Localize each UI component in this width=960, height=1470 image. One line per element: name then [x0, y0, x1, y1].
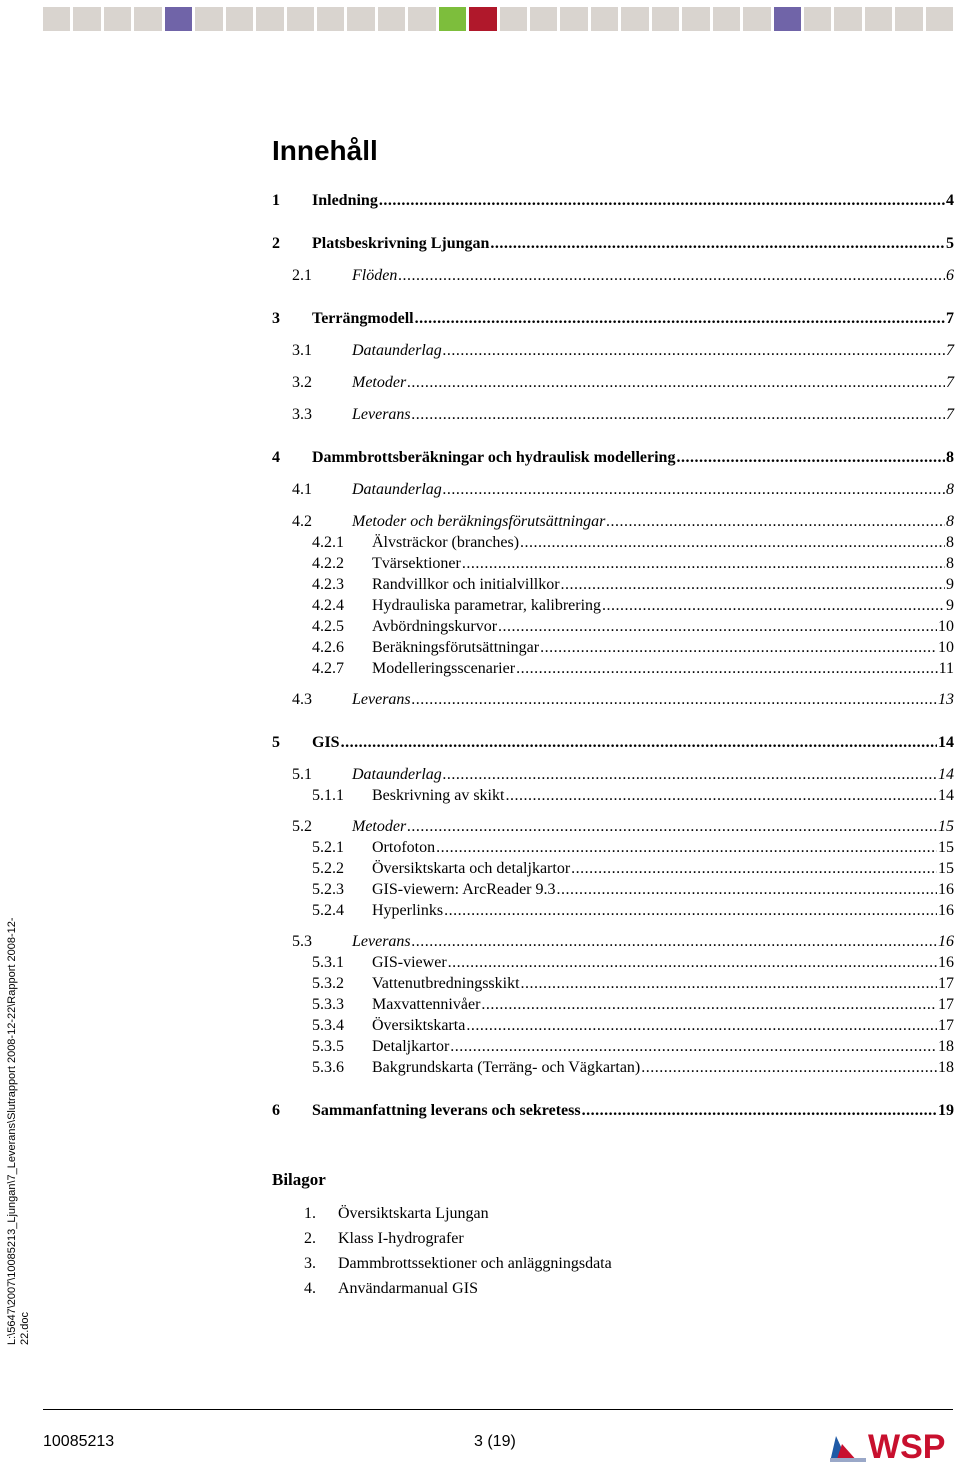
toc-title: GIS-viewern: ArcReader 9.3	[372, 881, 556, 898]
header-color-square	[621, 7, 648, 31]
toc-number: 5.3.5	[312, 1038, 344, 1055]
toc-title: Flöden	[352, 267, 398, 284]
toc-title: Dataunderlag	[352, 342, 442, 359]
header-color-square	[530, 7, 557, 31]
footer-divider	[43, 1409, 953, 1410]
toc-number: 3.3	[292, 406, 312, 423]
bilaga-item	[304, 1201, 612, 1226]
bilaga-number: 3.	[304, 1255, 316, 1272]
bilaga-item	[304, 1226, 612, 1251]
toc-leader	[412, 404, 945, 426]
bilagor-heading: Bilagor	[272, 1170, 326, 1189]
toc-title: Maxvattennivåer	[372, 996, 481, 1013]
toc-entry[interactable]	[272, 973, 954, 995]
toc-leader	[606, 511, 945, 533]
toc-number: 4.2.6	[312, 639, 344, 656]
toc-title: Leverans	[352, 933, 411, 950]
toc-leader	[641, 1057, 937, 1079]
toc-page-number: 13	[938, 691, 954, 708]
bilaga-number: 2.	[304, 1230, 316, 1247]
toc-entry[interactable]	[272, 616, 954, 638]
toc-page-number: 11	[938, 660, 954, 677]
toc-title: Vattenutbredningsskikt	[372, 975, 520, 992]
toc-page-number: 14	[938, 734, 954, 751]
toc-page-number: 14	[938, 787, 954, 804]
header-color-square	[469, 7, 496, 31]
toc-number: 5.3.3	[312, 996, 344, 1013]
toc-entry[interactable]	[272, 689, 954, 711]
header-color-square	[865, 7, 892, 31]
header-color-square	[226, 7, 253, 31]
toc-title: Metoder	[352, 818, 407, 835]
toc-number: 4	[272, 449, 280, 466]
header-color-square	[317, 7, 344, 31]
toc-leader	[676, 447, 945, 469]
toc-page-number: 16	[938, 933, 954, 950]
toc-page-number: 18	[938, 1038, 954, 1055]
toc-number: 5.2.1	[312, 839, 344, 856]
document-number: 10085213	[43, 1433, 115, 1450]
bilaga-title: Dammbrottssektioner och anläggningsdata	[338, 1255, 612, 1272]
toc-leader	[582, 1100, 937, 1122]
file-path-sidebar: L:\5647\2007\10085213_Ljungan\7_Leverans\Slutrapport 2008-12-22\Rapport 2008-12-22.doc	[6, 917, 31, 1345]
toc-entry[interactable]	[272, 233, 954, 255]
toc-leader	[407, 372, 945, 394]
toc-number: 4.2.4	[312, 597, 344, 614]
toc-entry[interactable]	[272, 637, 954, 659]
toc-number: 5	[272, 734, 280, 751]
toc-leader	[557, 879, 938, 901]
toc-leader	[444, 900, 937, 922]
header-color-square	[43, 7, 70, 31]
toc-leader	[540, 637, 937, 659]
toc-page-number: 4	[946, 192, 954, 209]
wsp-logo	[828, 1422, 956, 1464]
toc-entry[interactable]	[272, 764, 954, 786]
toc-number: 4.2.2	[312, 555, 344, 572]
header-color-square	[165, 7, 192, 31]
toc-leader	[561, 574, 945, 596]
toc-number: 5.3.1	[312, 954, 344, 971]
toc-leader	[520, 532, 945, 554]
toc-leader	[412, 931, 937, 953]
toc-page-number: 15	[938, 860, 954, 877]
toc-leader	[521, 973, 937, 995]
toc-number: 5.3	[292, 933, 312, 950]
toc-page-number: 10	[938, 639, 954, 656]
header-color-square	[134, 7, 161, 31]
toc-number: 5.2.4	[312, 902, 344, 919]
toc-page-number: 16	[938, 954, 954, 971]
header-color-square	[652, 7, 679, 31]
toc-page-number: 17	[938, 975, 954, 992]
toc-leader	[436, 837, 937, 859]
bilagor-list	[304, 1201, 612, 1301]
toc-leader	[571, 858, 937, 880]
toc-title: Dammbrottsberäkningar och hydraulisk modellering	[312, 449, 676, 466]
toc-leader	[379, 190, 945, 212]
header-color-square	[804, 7, 831, 31]
toc-number: 4.2.3	[312, 576, 344, 593]
toc-number: 3.2	[292, 374, 312, 391]
toc-title: Ortofoton	[372, 839, 436, 856]
bilaga-item	[304, 1276, 612, 1301]
toc-page-number: 9	[946, 576, 954, 593]
toc-entry[interactable]	[272, 837, 954, 859]
toc-title: Leverans	[352, 406, 411, 423]
toc-entry[interactable]	[272, 1100, 954, 1122]
toc-entry[interactable]	[272, 372, 954, 394]
toc-page-number: 18	[938, 1059, 954, 1076]
header-color-square	[743, 7, 770, 31]
toc-page-number: 15	[938, 839, 954, 856]
toc-entry[interactable]	[272, 265, 954, 287]
toc-entry[interactable]	[272, 190, 954, 212]
toc-leader	[443, 479, 945, 501]
toc-entry[interactable]	[272, 308, 954, 330]
toc-page-number: 16	[938, 902, 954, 919]
toc-entry[interactable]	[272, 858, 954, 880]
toc-entry[interactable]	[272, 732, 954, 754]
toc-title: Inledning	[312, 192, 378, 209]
page-number: 3 (19)	[474, 1433, 516, 1450]
toc-title: Terrängmodell	[312, 310, 414, 327]
toc-number: 5.2	[292, 818, 312, 835]
toc-number: 3.1	[292, 342, 312, 359]
toc-title: Hyperlinks	[372, 902, 444, 919]
toc-title: Hydrauliska parametrar, kalibrering	[372, 597, 602, 614]
toc-entry[interactable]	[272, 900, 954, 922]
toc-page-number: 8	[946, 534, 954, 551]
header-color-square	[347, 7, 374, 31]
toc-leader	[443, 764, 937, 786]
toc-number: 4.2.5	[312, 618, 344, 635]
bilaga-number: 4.	[304, 1280, 316, 1297]
toc-leader	[462, 553, 945, 575]
toc-page-number: 8	[946, 513, 954, 530]
toc-number: 2.1	[292, 267, 312, 284]
toc-page-number: 6	[946, 267, 954, 284]
toc-number: 6	[272, 1102, 280, 1119]
toc-title: Bakgrundskarta (Terräng- och Vägkartan)	[372, 1059, 641, 1076]
toc-page-number: 17	[938, 996, 954, 1013]
toc-page-number: 10	[938, 618, 954, 635]
toc-entry[interactable]	[272, 340, 954, 362]
toc-page-number: 9	[946, 597, 954, 614]
toc-title: Avbördningskurvor	[372, 618, 498, 635]
toc-page-number: 8	[946, 555, 954, 572]
toc-title: Översiktskarta	[372, 1017, 466, 1034]
toc-title: GIS	[312, 734, 340, 751]
header-color-square	[682, 7, 709, 31]
toc-number: 5.3.4	[312, 1017, 344, 1034]
toc-title: Tvärsektioner	[372, 555, 461, 572]
bilaga-item	[304, 1251, 612, 1276]
header-color-square	[713, 7, 740, 31]
toc-leader	[450, 1036, 937, 1058]
header-color-square	[195, 7, 222, 31]
toc-title: Leverans	[352, 691, 411, 708]
toc-title: Beskrivning av skikt	[372, 787, 505, 804]
toc-entry[interactable]	[272, 532, 954, 554]
bilaga-title: Användarmanual GIS	[338, 1280, 478, 1297]
toc-number: 5.3.2	[312, 975, 344, 992]
header-color-square	[895, 7, 922, 31]
toc-page-number: 8	[946, 481, 954, 498]
toc-title: Översiktskarta och detaljkartor	[372, 860, 571, 877]
header-color-bar	[43, 7, 953, 31]
toc-entry[interactable]	[272, 658, 954, 680]
toc-title: Metoder	[352, 374, 407, 391]
logo-text: WSP	[868, 1428, 946, 1464]
toc-title: Älvsträckor (branches)	[372, 534, 520, 551]
toc-title: Detaljkartor	[372, 1038, 450, 1055]
toc-number: 4.2.1	[312, 534, 344, 551]
toc-entry[interactable]	[272, 952, 954, 974]
header-color-square	[439, 7, 466, 31]
toc-entry[interactable]	[272, 479, 954, 501]
bilaga-title: Översiktskarta Ljungan	[338, 1205, 489, 1222]
header-color-square	[500, 7, 527, 31]
header-color-square	[926, 7, 953, 31]
toc-entry[interactable]	[272, 553, 954, 575]
toc-page-number: 7	[946, 374, 954, 391]
toc-number: 4.1	[292, 481, 312, 498]
toc-page-number: 8	[946, 449, 954, 466]
toc-number: 3	[272, 310, 280, 327]
toc-entry[interactable]	[272, 447, 954, 469]
toc-page-number: 14	[938, 766, 954, 783]
toc-page-number: 5	[946, 235, 954, 252]
header-color-square	[591, 7, 618, 31]
toc-title: Beräkningsförutsättningar	[372, 639, 540, 656]
toc-number: 5.2.3	[312, 881, 344, 898]
header-color-square	[104, 7, 131, 31]
toc-leader	[398, 265, 945, 287]
toc-entry[interactable]	[272, 595, 954, 617]
toc-number: 1	[272, 192, 280, 209]
toc-entry[interactable]	[272, 404, 954, 426]
toc-leader	[443, 340, 945, 362]
toc-title: Dataunderlag	[352, 766, 442, 783]
header-color-square	[256, 7, 283, 31]
toc-entry[interactable]	[272, 994, 954, 1016]
toc-page-number: 7	[946, 310, 954, 327]
toc-page-number: 15	[938, 818, 954, 835]
toc-leader	[448, 952, 937, 974]
toc-entry[interactable]	[272, 1015, 954, 1037]
toc-leader	[498, 616, 937, 638]
page-title: Innehåll	[272, 135, 378, 166]
header-color-square	[560, 7, 587, 31]
toc-number: 5.3.6	[312, 1059, 344, 1076]
toc-title: Randvillkor och initialvillkor	[372, 576, 560, 593]
toc-number: 5.1	[292, 766, 312, 783]
toc-number: 4.2	[292, 513, 312, 530]
toc-number: 4.2.7	[312, 660, 344, 677]
toc-entry[interactable]	[272, 816, 954, 838]
header-color-square	[834, 7, 861, 31]
toc-page-number: 7	[946, 406, 954, 423]
toc-number: 2	[272, 235, 280, 252]
toc-leader	[602, 595, 945, 617]
toc-leader	[415, 308, 945, 330]
toc-entry[interactable]	[272, 1057, 954, 1079]
header-color-square	[408, 7, 435, 31]
toc-page-number: 7	[946, 342, 954, 359]
header-color-square	[774, 7, 801, 31]
header-color-square	[287, 7, 314, 31]
toc-leader	[341, 732, 937, 754]
toc-entry[interactable]	[272, 574, 954, 596]
bilaga-number: 1.	[304, 1205, 316, 1222]
toc-entry[interactable]	[272, 879, 954, 901]
toc-entry[interactable]	[272, 511, 954, 533]
toc-title: Modelleringsscenarier	[372, 660, 516, 677]
toc-leader	[481, 994, 937, 1016]
toc-number: 4.3	[292, 691, 312, 708]
toc-page-number: 19	[938, 1102, 954, 1119]
toc-number: 5.2.2	[312, 860, 344, 877]
toc-title: Platsbeskrivning Ljungan	[312, 235, 490, 252]
toc-entry[interactable]	[272, 931, 954, 953]
toc-number: 5.1.1	[312, 787, 344, 804]
toc-leader	[490, 233, 945, 255]
toc-leader	[407, 816, 937, 838]
header-color-square	[378, 7, 405, 31]
toc-leader	[412, 689, 937, 711]
bilaga-title: Klass I-hydrografer	[338, 1230, 464, 1247]
logo-mark-icon	[830, 1436, 866, 1462]
toc-title: GIS-viewer	[372, 954, 447, 971]
toc-entry[interactable]	[272, 785, 954, 807]
toc-page-number: 16	[938, 881, 954, 898]
toc-title: Dataunderlag	[352, 481, 442, 498]
toc-leader	[516, 658, 938, 680]
header-color-square	[73, 7, 100, 31]
toc-leader	[505, 785, 937, 807]
toc-entry[interactable]	[272, 1036, 954, 1058]
toc-leader	[466, 1015, 937, 1037]
toc-title: Metoder och beräkningsförutsättningar	[352, 513, 606, 530]
toc-title: Sammanfattning leverans och sekretess	[312, 1102, 581, 1119]
toc-page-number: 17	[938, 1017, 954, 1034]
